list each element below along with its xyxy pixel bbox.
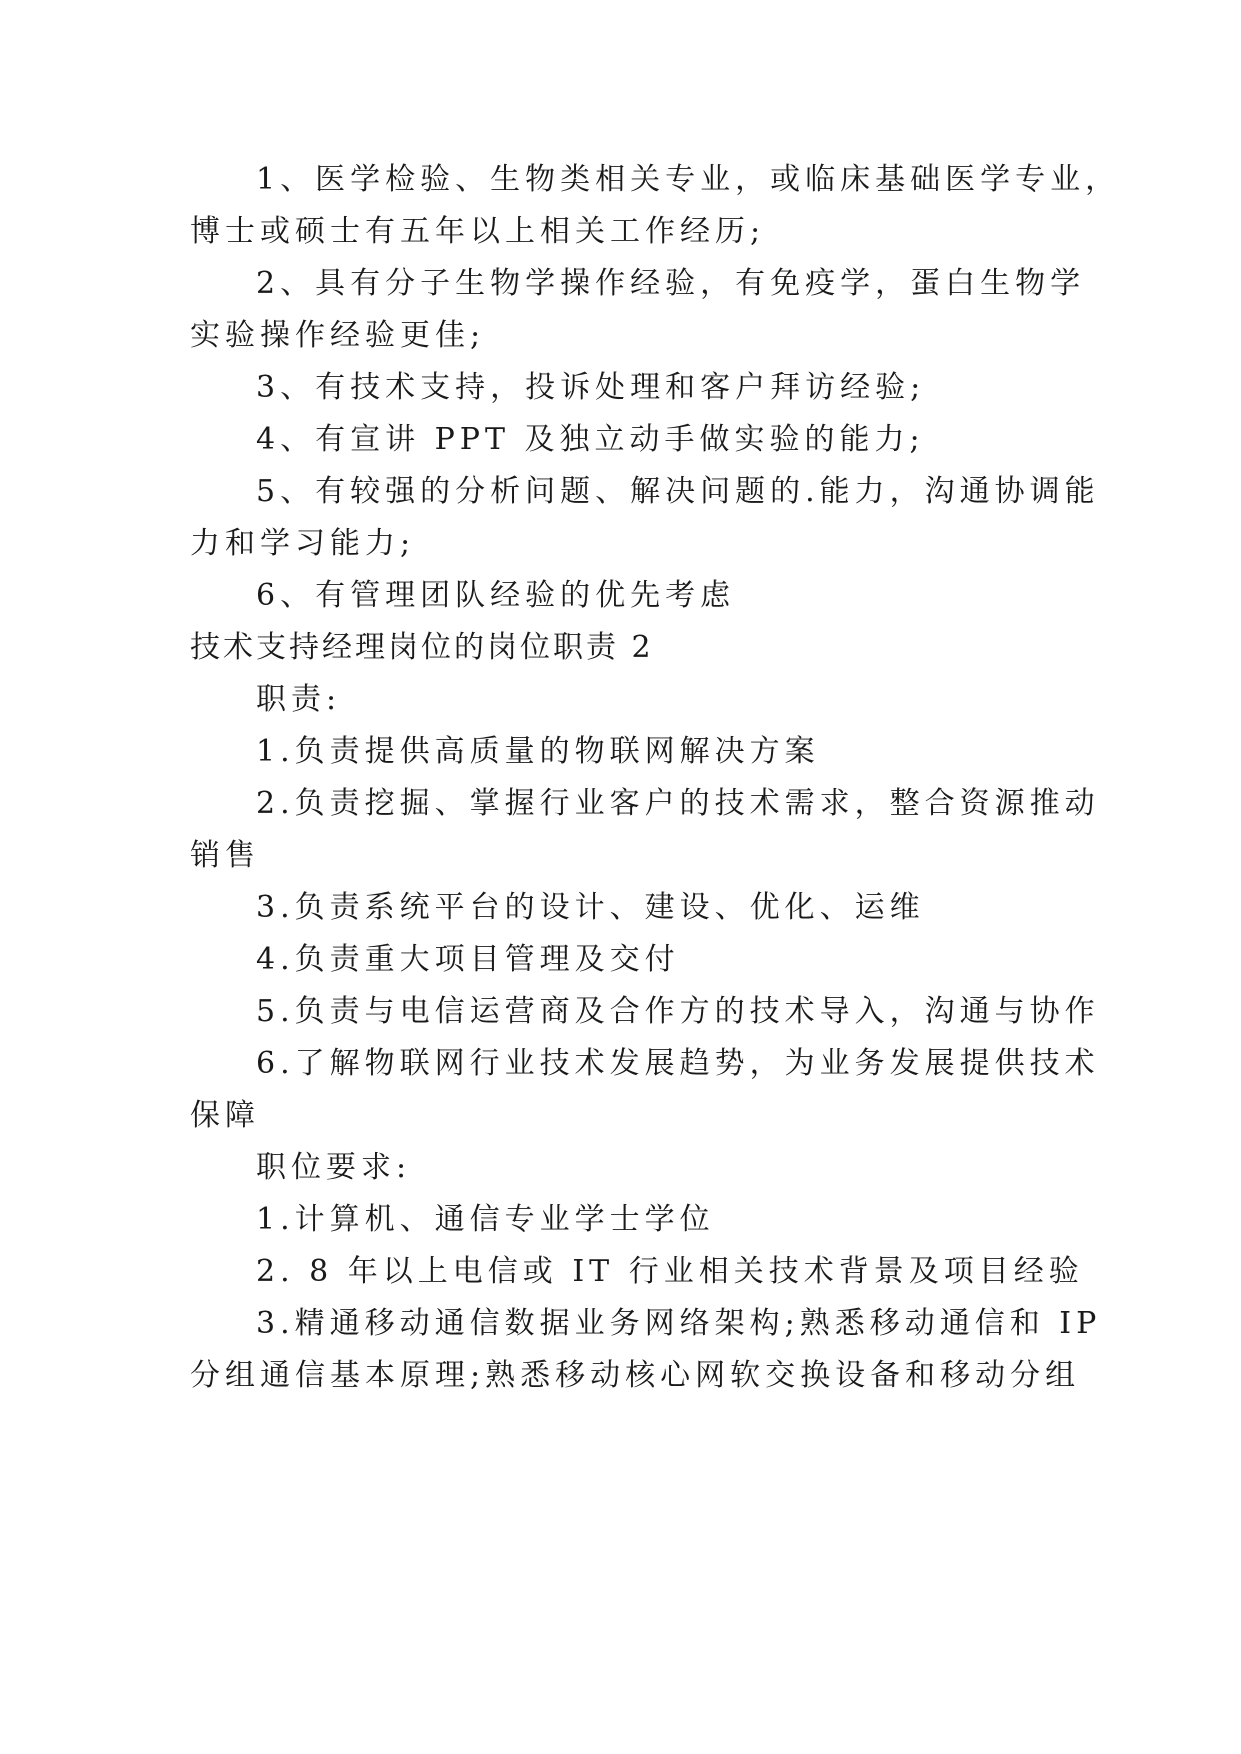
job-requirement-2: 2. 8 年以上电信或 IT 行业相关技术背景及项目经验	[256, 1254, 1084, 1289]
duties-heading: 职责:	[256, 682, 342, 717]
requirements-heading: 职位要求:	[256, 1150, 412, 1185]
job-requirement-1: 1.计算机、通信专业学士学位	[256, 1202, 715, 1237]
requirement-item-5-line-1: 5、有较强的分析问题、解决问题的.能力，沟通协调能	[256, 474, 1100, 509]
duty-item-5: 5.负责与电信运营商及合作方的技术导入，沟通与协作	[256, 994, 1100, 1029]
requirement-item-3: 3、有技术支持，投诉处理和客户拜访经验;	[256, 370, 926, 405]
requirement-item-2-line-1: 2、具有分子生物学操作经验，有免疫学，蛋白生物学	[256, 266, 1086, 301]
requirement-item-1-line-2: 博士或硕士有五年以上相关工作经历;	[190, 214, 766, 249]
requirement-item-1-line-1: 1、医学检验、生物类相关专业，或临床基础医学专业，	[256, 162, 1121, 197]
section-title: 技术支持经理岗位的岗位职责 2	[190, 630, 654, 665]
duty-item-6-line-1: 6.了解物联网行业技术发展趋势，为业务发展提供技术	[256, 1046, 1100, 1081]
duty-item-6-line-2: 保障	[190, 1098, 260, 1133]
duty-item-3: 3.负责系统平台的设计、建设、优化、运维	[256, 890, 925, 925]
job-requirement-3-line-2: 分组通信基本原理;熟悉移动核心网软交换设备和移动分组	[190, 1358, 1081, 1393]
requirement-item-6: 6、有管理团队经验的优先考虑	[256, 578, 736, 613]
requirement-item-4: 4、有宣讲 PPT 及独立动手做实验的能力;	[256, 422, 925, 457]
requirement-item-5-line-2: 力和学习能力;	[190, 526, 416, 561]
duty-item-2-line-2: 销售	[190, 838, 260, 873]
duty-item-1: 1.负责提供高质量的物联网解决方案	[256, 734, 820, 769]
requirement-item-2-line-2: 实验操作经验更佳;	[190, 318, 486, 353]
job-requirement-3-line-1: 3.精通移动通信数据业务网络架构;熟悉移动通信和 IP	[256, 1306, 1102, 1341]
duty-item-2-line-1: 2.负责挖掘、掌握行业客户的技术需求，整合资源推动	[256, 786, 1100, 821]
duty-item-4: 4.负责重大项目管理及交付	[256, 942, 680, 977]
